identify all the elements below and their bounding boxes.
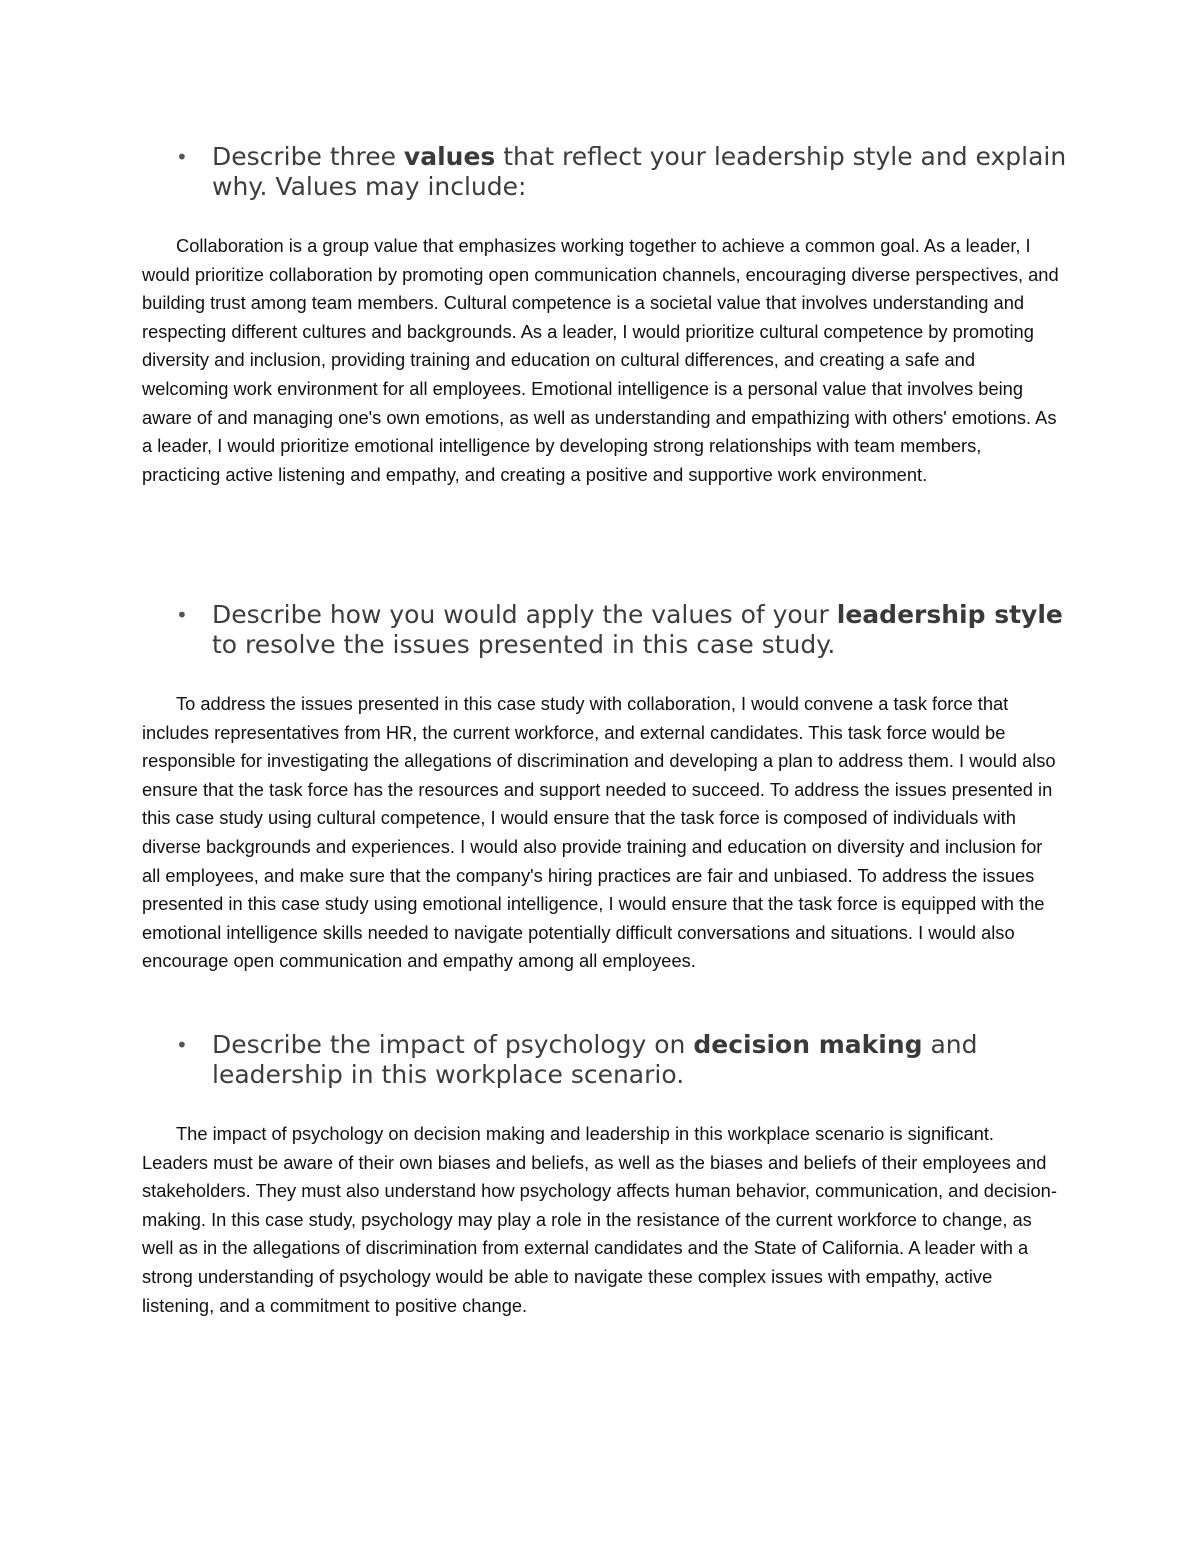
heading-text-pre: Describe three <box>212 142 404 171</box>
heading-text-pre: Describe the impact of psychology on <box>212 1030 694 1059</box>
bullet-icon: • <box>176 145 188 169</box>
heading-text-post: that reflect your leadership style and explain why. Values may include: <box>212 142 1067 201</box>
section-values <box>0 142 1200 508</box>
answer-paragraph: Collaboration is a group value that emphasizes working together to achieve a common goal. As a leader, I would prioritize collaboration by promoting open communication channels, encouraging diverse perspectives, and building trust among team members. Cultural competence is a societal value that involves understanding and respecting different cultures and backgrounds. As a leader, I would prioritize cultural competence by promoting diversity and inclusion, providing training and education on cultural differences, and creating a safe and welcoming work environment for all employees. Emotional intelligence is a personal value that involves being aware of and managing one's own emotions, as well as understanding and empathizing with others' emotions. As a leader, I would prioritize emotional intelligence by developing strong relationships with team members, practicing active listening and empathy, and creating a positive and supportive work environment. <box>142 235 1059 485</box>
question-heading <box>176 142 1072 202</box>
heading-text-bold: decision making <box>693 1030 923 1059</box>
heading-text-post: and leadership in this workplace scenario. <box>212 1030 978 1089</box>
heading-text-pre: Describe how you would apply the values of your <box>212 600 837 629</box>
question-heading <box>176 1030 1072 1090</box>
heading-text-post: to resolve the issues presented in this case study. <box>212 630 836 659</box>
heading-text-bold: leadership style <box>836 600 1063 629</box>
answer-paragraph: The impact of psychology on decision making and leadership in this workplace scenario is significant. Leaders must be aware of their own biases and beliefs, as well as the biases and beliefs of their employees and stakeholders. They must also understand how psychology affects human behavior, communication, and decision-making. In this case study, psychology may play a role in the resistance of the current workforce to change, as well as in the allegations of discrimination from external candidates and the State of California. A leader with a strong understanding of psychology would be able to navigate these complex issues with empathy, active listening, and a commitment to positive change. <box>142 1123 1057 1316</box>
bullet-icon: • <box>176 603 188 627</box>
section-psychology <box>0 1030 1200 1338</box>
bullet-icon: • <box>176 1033 188 1057</box>
section-apply-values <box>0 600 1200 994</box>
answer-paragraph: To address the issues presented in this case study with collaboration, I would convene a task force that includes representatives from HR, the current workforce, and external candidates. This task force would be responsible for investigating the allegations of discrimination and developing a plan to address them. I would also ensure that the task force has the resources and support needed to succeed. To address the issues presented in this case study using cultural competence, I would ensure that the task force is composed of individuals with diverse backgrounds and experiences. I would also provide training and education on diversity and inclusion for all employees, and make sure that the company's hiring practices are fair and unbiased. To address the issues presented in this case study using emotional intelligence, I would ensure that the task force is equipped with the emotional intelligence skills needed to navigate potentially difficult conversations and situations. I would also encourage open communication and empathy among all employees. <box>142 693 1056 972</box>
heading-text-bold: values <box>403 142 496 171</box>
question-heading <box>176 600 1072 660</box>
